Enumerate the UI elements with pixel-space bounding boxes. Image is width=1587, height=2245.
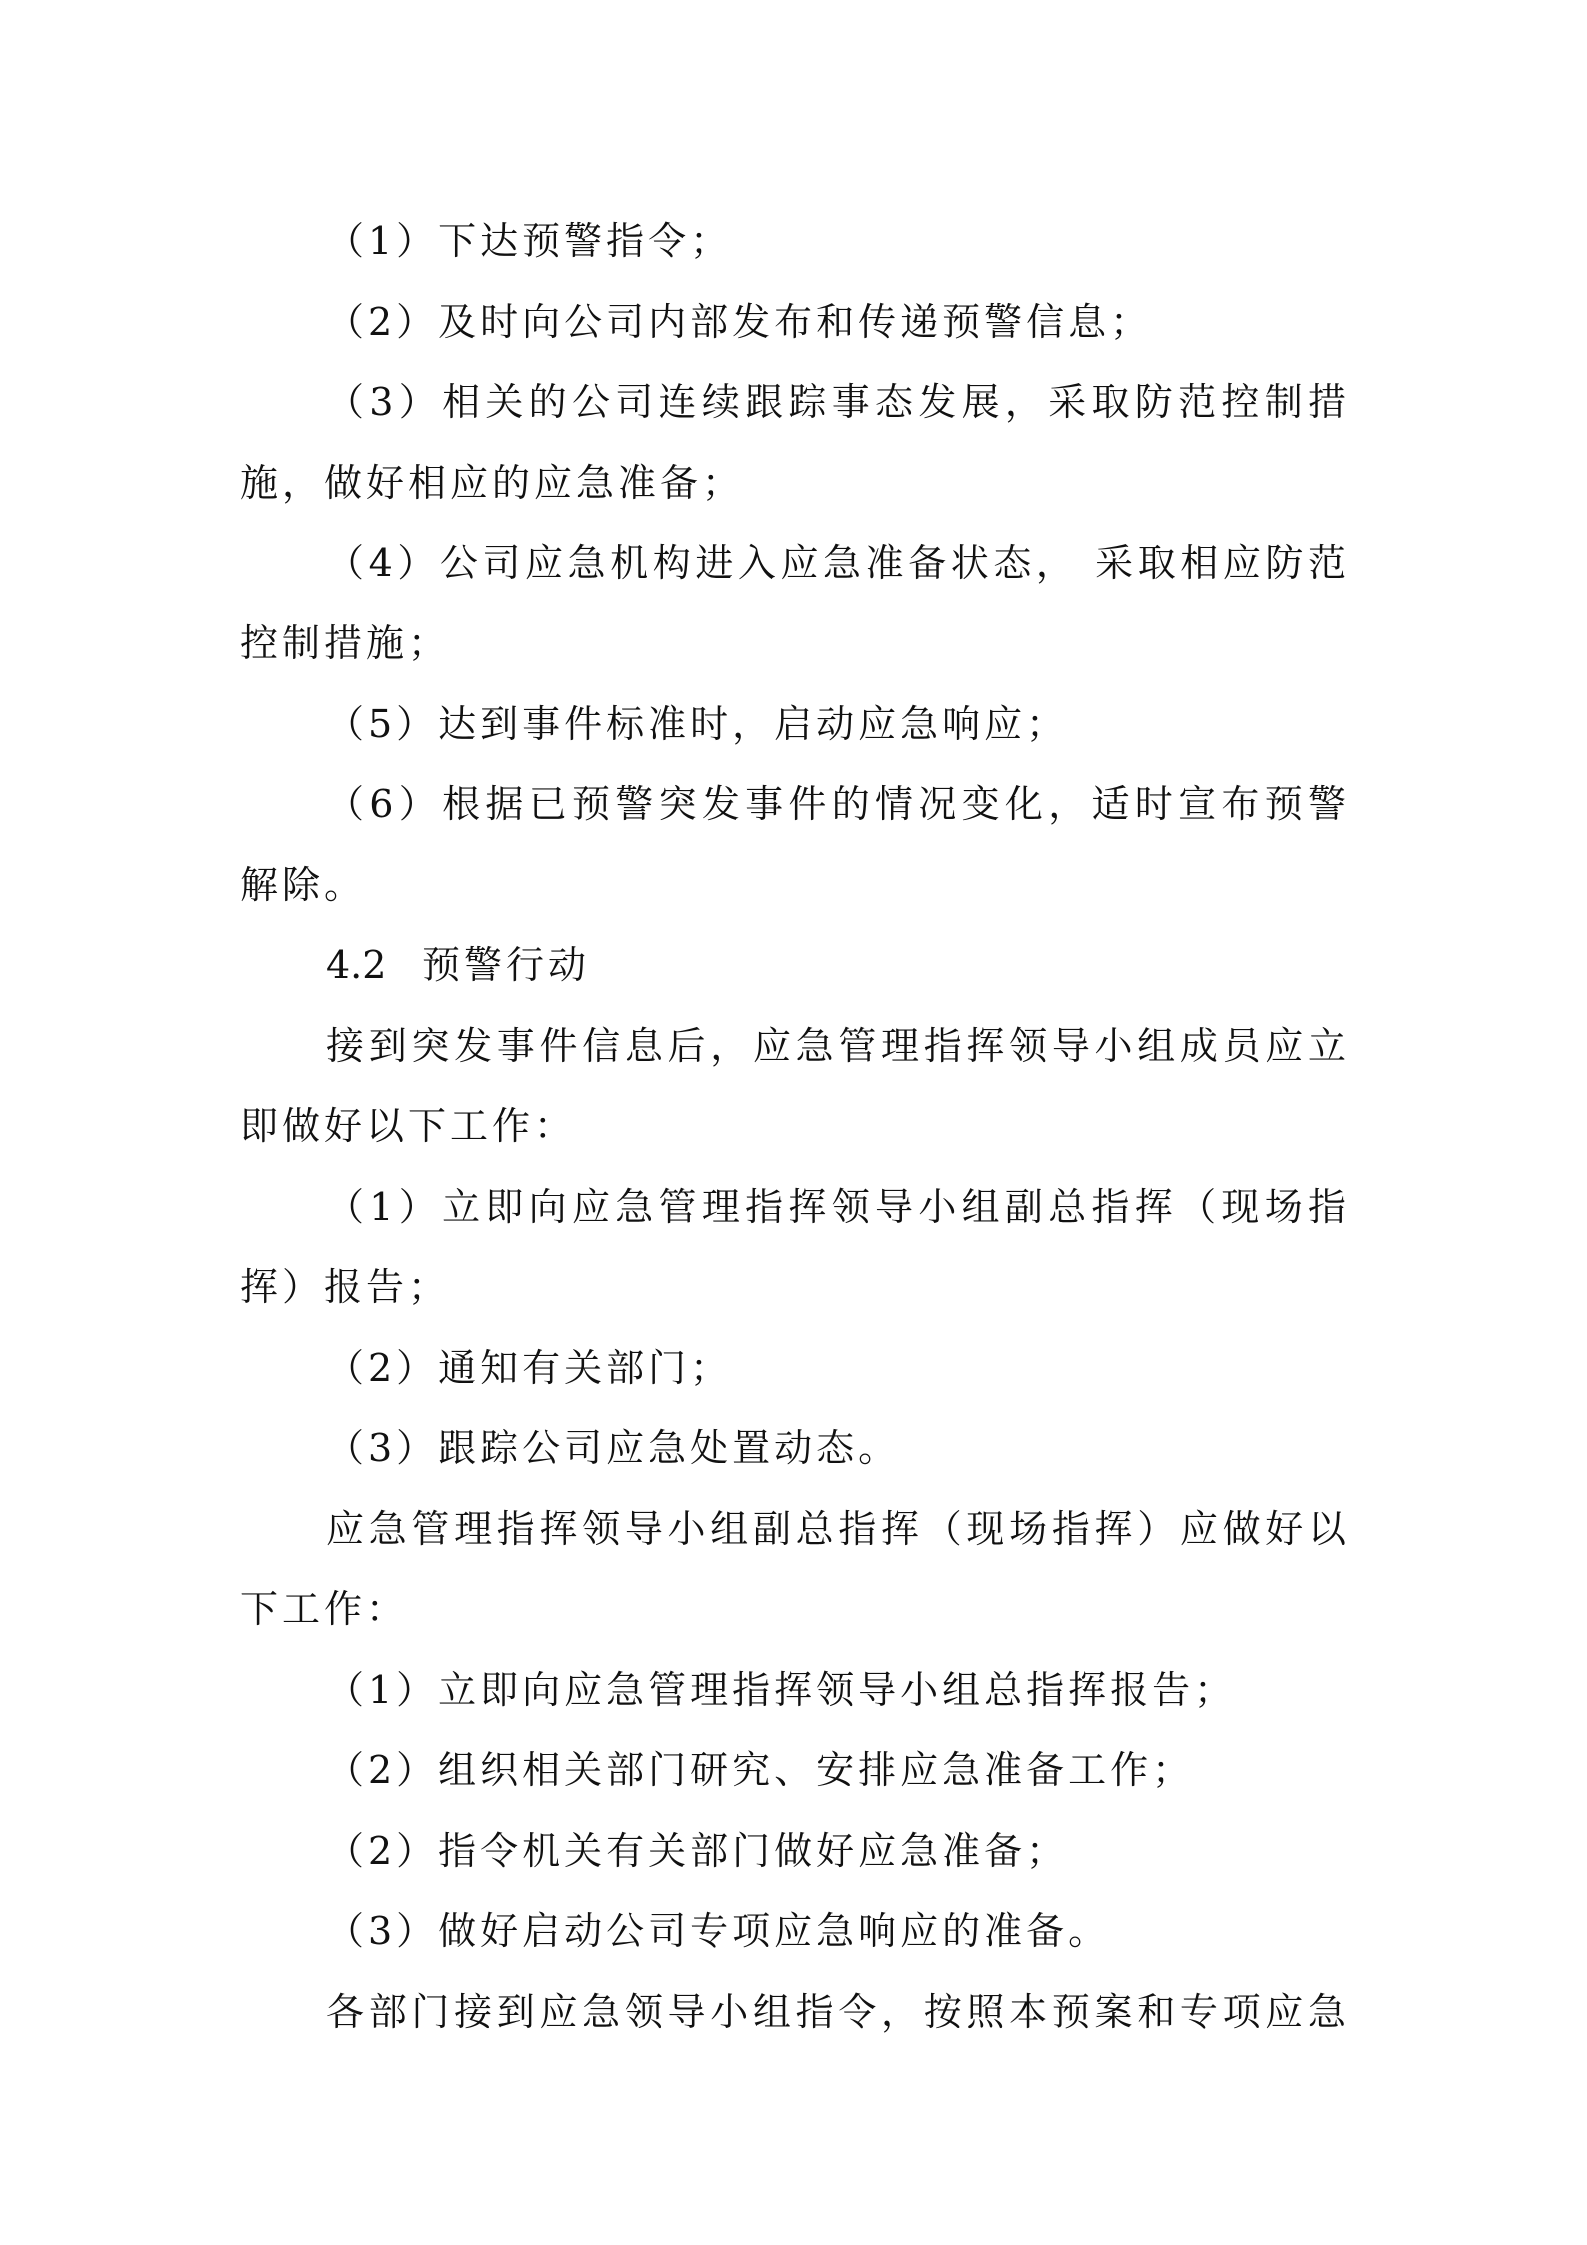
paragraph-2: 应急管理指挥领导小组副总指挥（现场指挥）应做好以 (326, 1507, 1350, 1551)
list-item-5: （5）达到事件标准时，启动应急响应； (326, 702, 1069, 746)
list-item-4-continued: 控制措施； (240, 621, 451, 665)
list-item-1-continued: 挥）报告； (240, 1265, 451, 1309)
list-item-3: （3）做好启动公司专项应急响应的准备。 (326, 1909, 1111, 1953)
list-item-2b: （2）指令机关有关部门做好应急准备； (326, 1829, 1069, 1873)
list-item-2: （2）通知有关部门； (326, 1346, 733, 1390)
list-item-1: （1）下达预警指令； (326, 219, 733, 263)
list-item-6-continued: 解除。 (240, 863, 367, 907)
list-item-1: （1）立即向应急管理指挥领导小组副总指挥（现场指 (326, 1185, 1350, 1229)
list-item-3: （3）跟踪公司应急处置动态。 (326, 1426, 901, 1470)
list-item-3-continued: 施，做好相应的应急准备； (240, 461, 745, 505)
list-item-4: （4）公司应急机构进入应急准备状态， 采取相应防范 (326, 541, 1350, 585)
list-item-3: （3）相关的公司连续跟踪事态发展，采取防范控制措 (326, 380, 1350, 424)
list-item-2: （2）及时向公司内部发布和传递预警信息； (326, 300, 1153, 344)
section-heading (326, 935, 1350, 995)
list-item-1: （1）立即向应急管理指挥领导小组总指挥报告； (326, 1668, 1237, 1712)
section-number: 4.2 (326, 943, 387, 987)
paragraph-3: 各部门接到应急领导小组指令，按照本预案和专项应急 (326, 1990, 1350, 2034)
paragraph-1-continued: 即做好以下工作： (240, 1104, 577, 1148)
list-item-2: （2）组织相关部门研究、安排应急准备工作； (326, 1748, 1195, 1792)
list-item-6: （6）根据已预警突发事件的情况变化，适时宣布预警 (326, 782, 1350, 826)
section-title: 预警行动 (422, 943, 591, 987)
paragraph-1: 接到突发事件信息后，应急管理指挥领导小组成员应立 (326, 1024, 1350, 1068)
paragraph-2-continued: 下工作： (240, 1587, 409, 1631)
